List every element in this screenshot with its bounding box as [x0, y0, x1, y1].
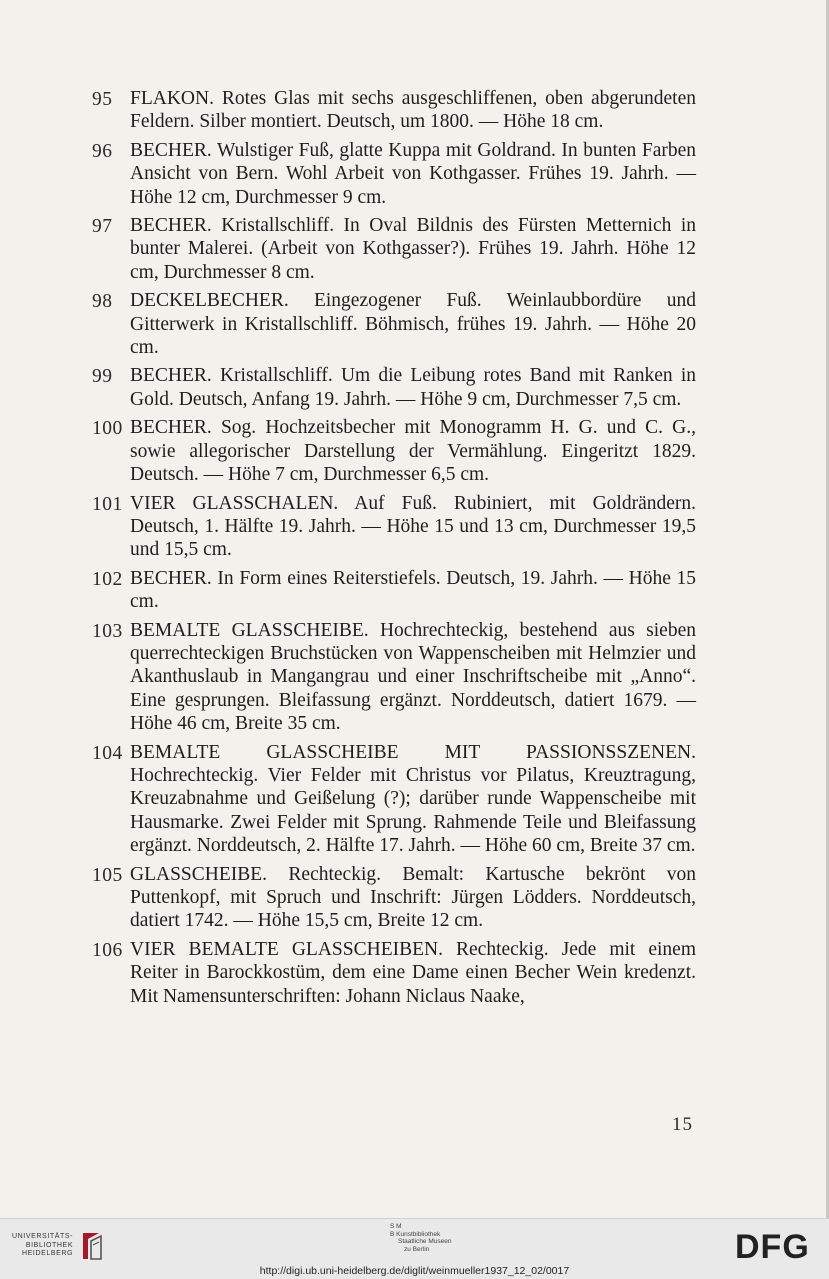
- entry-number: 102: [92, 568, 123, 590]
- entry-text: VIER BEMALTE GLASSCHEIBEN. Rechteckig. Jede mit einem Reiter in Barockkostüm, dem eine Dame einen Becher Wein kredenzt. Mit Namensunterschriften: Johann Niclaus Naake,: [130, 938, 696, 1007]
- entry-text: GLASSCHEIBE. Rechteckig. Bemalt: Kartusche bekrönt von Puttenkopf, mit Spruch und Inschrift: Jürgen Lödders. Norddeutsch, datiert 1742. — Höhe 15,5 cm, Breite 12 cm.: [130, 863, 696, 932]
- entry-text: BEMALTE GLASSCHEIBE. Hochrechteckig, bestehend aus sieben querrechteckigen Bruchstücken von Wappenscheiben mit Helmzier und Akanthuslaub in Mangangrau und einer Inschriftscheibe mit „Anno“. Eine gesprungen. Bleifassung ergänzt. Norddeutsch, datiert 1679. — Höhe 46 cm, Breite 35 cm.: [130, 619, 696, 735]
- entry-number: 106: [92, 939, 123, 961]
- stamp-line: S M: [390, 1223, 402, 1230]
- entry-number: 95: [92, 89, 113, 110]
- entry-number: 96: [92, 140, 113, 162]
- dfg-logo[interactable]: DFG: [735, 1228, 810, 1266]
- catalog-entry: [92, 492, 696, 562]
- stamp-line: zu Berlin: [404, 1245, 430, 1253]
- page-number: 15: [672, 1114, 693, 1135]
- catalog-entry: [92, 567, 696, 614]
- catalog-entry: [92, 289, 696, 359]
- document-url-link[interactable]: http://digi.ub.uni-heidelberg.de/diglit/weinmueller1937_12_02/0017: [259, 1265, 570, 1277]
- library-name: [12, 1233, 73, 1259]
- catalog-entries: [92, 87, 696, 1013]
- entry-text: DECKELBECHER. Eingezogener Fuß. Weinlaubbordüre und Gitterwerk in Kristallschliff. Böhmisch, frühes 19. Jahrh. — Höhe 20 cm.: [130, 290, 696, 359]
- entry-text: BECHER. Wulstiger Fuß, glatte Kuppa mit Goldrand. In bunten Farben Ansicht von Bern. Wohl Arbeit von Kothgasser. Frühes 19. Jahrh. — Höhe 12 cm, Durchmesser 9 cm.: [130, 139, 696, 208]
- entry-text: BECHER. Kristallschliff. In Oval Bildnis des Fürsten Metternich in bunter Malerei. (Arbeit von Kothgasser?). Frühes 19. Jahrh. Höhe 12 cm, Durchmesser 8 cm.: [130, 215, 696, 283]
- entry-number: 101: [92, 493, 123, 515]
- provenance-stamp: [390, 1223, 451, 1253]
- catalog-entry: [92, 87, 696, 134]
- entry-number: 98: [92, 291, 113, 313]
- library-name-line: UNIVERSITÄTS-: [12, 1233, 74, 1241]
- entry-text: BECHER. Sog. Hochzeitsbecher mit Monogramm H. G. und C. G., sowie allegorischer Darstellung der Vermählung. Eingeritzt 1829. Deutsch. — Höhe 7 cm, Durchmesser 6,5 cm.: [130, 417, 696, 486]
- library-name-line: HEIDELBERG: [21, 1250, 74, 1258]
- entry-number: 105: [92, 864, 123, 886]
- library-logo[interactable]: [12, 1231, 105, 1261]
- catalog-entry: [92, 364, 696, 411]
- library-emblem-icon: [79, 1231, 105, 1261]
- catalog-entry: [92, 416, 696, 486]
- entry-number: 97: [92, 216, 113, 238]
- entry-number: 100: [92, 418, 123, 440]
- catalog-entry: [92, 938, 696, 1008]
- entry-text: FLAKON. Rotes Glas mit sechs ausgeschliffenen, oben abgerundeten Feldern. Silber montiert. Deutsch, um 1800. — Höhe 18 cm.: [130, 88, 696, 133]
- catalog-entry: [92, 619, 696, 736]
- catalog-entry: [92, 741, 696, 858]
- catalog-entry: [92, 139, 696, 209]
- entry-number: 103: [92, 620, 123, 642]
- viewer-footer: [0, 1218, 829, 1279]
- entry-text: VIER GLASSCHALEN. Auf Fuß. Rubiniert, mit Goldrändern. Deutsch, 1. Hälfte 19. Jahrh. — Höhe 15 und 13 cm, Durchmesser 19,5 und 15,5 cm.: [130, 492, 696, 561]
- entry-text: BEMALTE GLASSCHEIBE MIT PASSIONSSZENEN. Hochrechteckig. Vier Felder mit Christus vor Pilatus, Kreuztragung, Kreuzabnahme und Geißelung (?); darüber runde Wappenscheibe mit Hausmarke. Zwei Felder mit Sprung. Rahmende Teile und Bleifassung ergänzt. Norddeutsch, 2. Hälfte 17. Jahrh. — Höhe 60 cm, Breite 37 cm.: [130, 741, 696, 857]
- entry-text: BECHER. Kristallschliff. Um die Leibung rotes Band mit Ranken in Gold. Deutsch, Anfang 19. Jahrh. — Höhe 9 cm, Durchmesser 7,5 cm.: [130, 365, 696, 410]
- catalog-entry: [92, 863, 696, 933]
- stamp-line: Staatliche Museen: [398, 1238, 452, 1246]
- entry-number: 99: [92, 366, 113, 388]
- catalog-entry: [92, 214, 696, 284]
- stamp-line: B Kunstbibliothek: [390, 1230, 441, 1238]
- library-name-line: BIBLIOTHEK: [25, 1241, 74, 1249]
- entry-text: BECHER. In Form eines Reiterstiefels. Deutsch, 19. Jahrh. — Höhe 15 cm.: [130, 567, 696, 613]
- entry-number: 104: [92, 742, 123, 764]
